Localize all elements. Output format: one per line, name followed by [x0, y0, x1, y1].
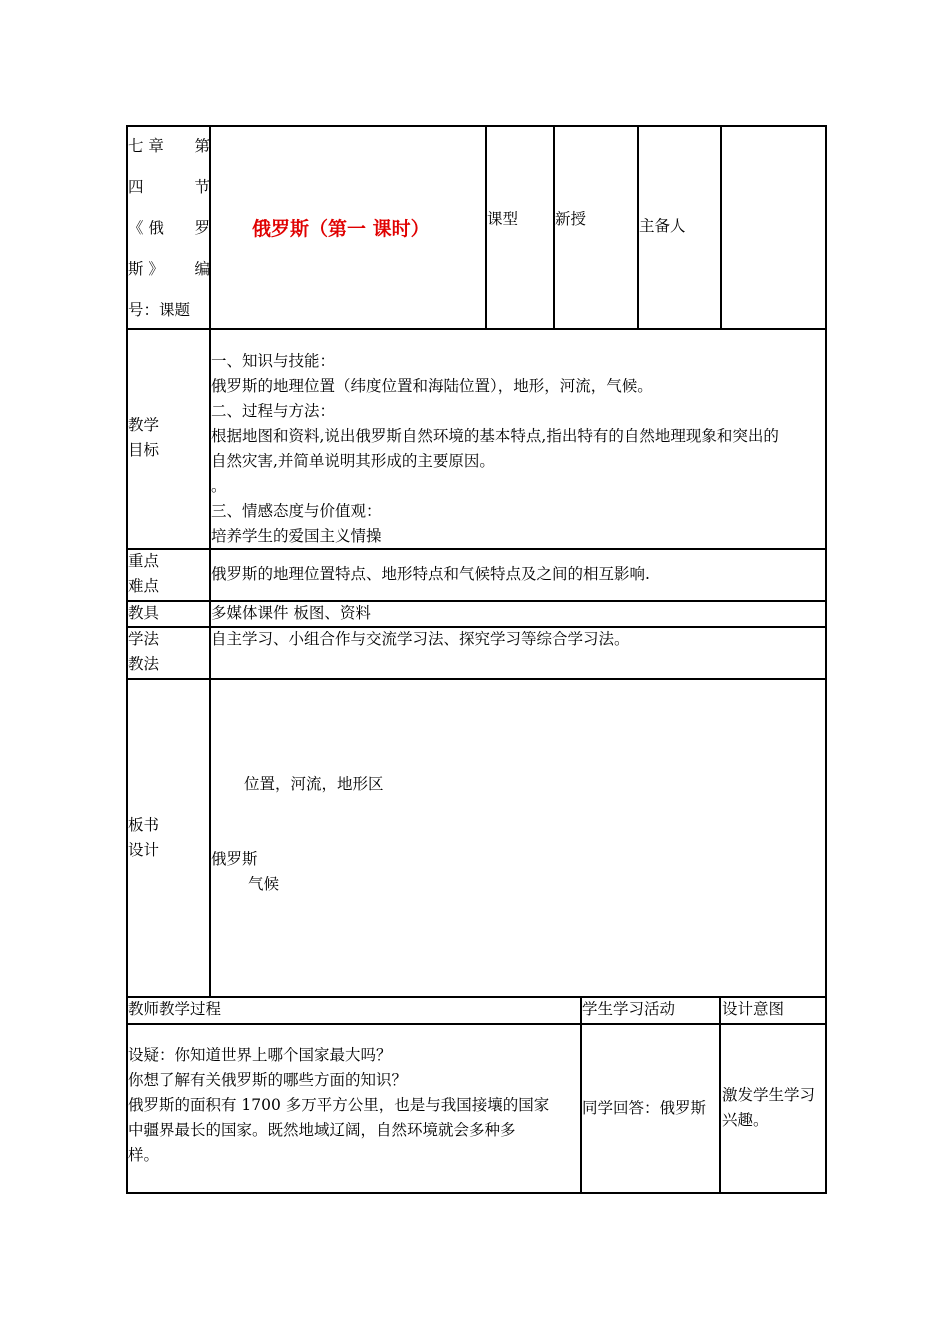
- objective-line: 培养学生的爱国主义情操: [211, 527, 382, 545]
- row-divider: [126, 1023, 826, 1025]
- teacher-process-text: [128, 1043, 549, 1168]
- key-points-text: 俄罗斯的地理位置特点、地形特点和气候特点及之间的相互影响.: [211, 565, 650, 583]
- process-line: 俄罗斯的面积有 1700 多万平方公里，也是与我国接壤的国家: [128, 1096, 550, 1114]
- student-activity-text: 同学回答：俄罗斯: [582, 1099, 707, 1117]
- tools-text: 多媒体课件 板图、资料: [211, 604, 371, 622]
- key-points-label: 重点 难点: [128, 552, 160, 595]
- objective-line: 。: [211, 477, 227, 495]
- student-activity-header: 学生学习活动: [582, 1000, 676, 1018]
- process-line: 样。: [128, 1146, 160, 1164]
- process-line: 你想了解有关俄罗斯的哪些方面的知识？: [128, 1071, 408, 1089]
- table-border-right: [825, 125, 827, 1194]
- board-line-bottom: 气候: [248, 875, 280, 893]
- objective-line: 自然灾害,并简单说明其形成的主要原因。: [211, 452, 495, 470]
- objectives-text: [211, 349, 779, 549]
- col-divider: [720, 125, 722, 329]
- row-divider: [126, 678, 826, 680]
- lesson-title: 俄罗斯（第一 课时）: [252, 218, 430, 240]
- design-intent-text: 激发学生学习 兴趣。: [722, 1086, 816, 1129]
- col-divider: [719, 996, 721, 1194]
- objective-line: 二、过程与方法：: [211, 402, 336, 420]
- objective-line: 俄罗斯的地理位置（纬度位置和海陆位置），地形，河流，气候。: [211, 377, 653, 395]
- lesson-type-value: 新授: [555, 210, 587, 228]
- design-intent-header: 设计意图: [722, 1000, 785, 1018]
- objectives-label: 教学 目标: [128, 416, 160, 459]
- chapter-info: [128, 126, 210, 331]
- table-border-bottom: [126, 1192, 826, 1194]
- objective-line: 根据地图和资料,说出俄罗斯自然环境的基本特点,指出特有的自然地理现象和突出的: [211, 427, 779, 445]
- teacher-process-header: 教师教学过程: [128, 1000, 222, 1018]
- tools-label: 教具: [128, 604, 160, 622]
- lesson-type-label: 课型: [487, 210, 519, 228]
- board-label: 板书 设计: [128, 816, 160, 859]
- col-divider: [580, 996, 582, 1194]
- board-line-top: 位置，河流，地形区: [244, 775, 384, 793]
- chapter-line: 号：课题: [128, 301, 191, 319]
- board-line-main: 俄罗斯: [211, 850, 258, 868]
- chapter-line: 斯 》 编: [128, 260, 210, 278]
- chapter-line: 四 节: [128, 178, 210, 196]
- methods-label: 学法 教法: [128, 630, 160, 673]
- process-line: 中疆界最长的国家。既然地域辽阔，自然环境就会多种多: [128, 1121, 516, 1139]
- preparer-label: 主备人: [639, 217, 686, 235]
- methods-text: 自主学习、小组合作与交流学习法、探究学习等综合学习法。: [211, 630, 630, 648]
- process-line: 设疑：你知道世界上哪个国家最大吗？: [128, 1046, 392, 1064]
- chapter-line: 《 俄 罗: [128, 219, 210, 237]
- objective-line: 一、知识与技能：: [211, 352, 336, 370]
- objective-line: 三、情感态度与价值观：: [211, 502, 382, 520]
- row-divider: [126, 996, 826, 998]
- chapter-line: 七 章 第: [128, 137, 210, 155]
